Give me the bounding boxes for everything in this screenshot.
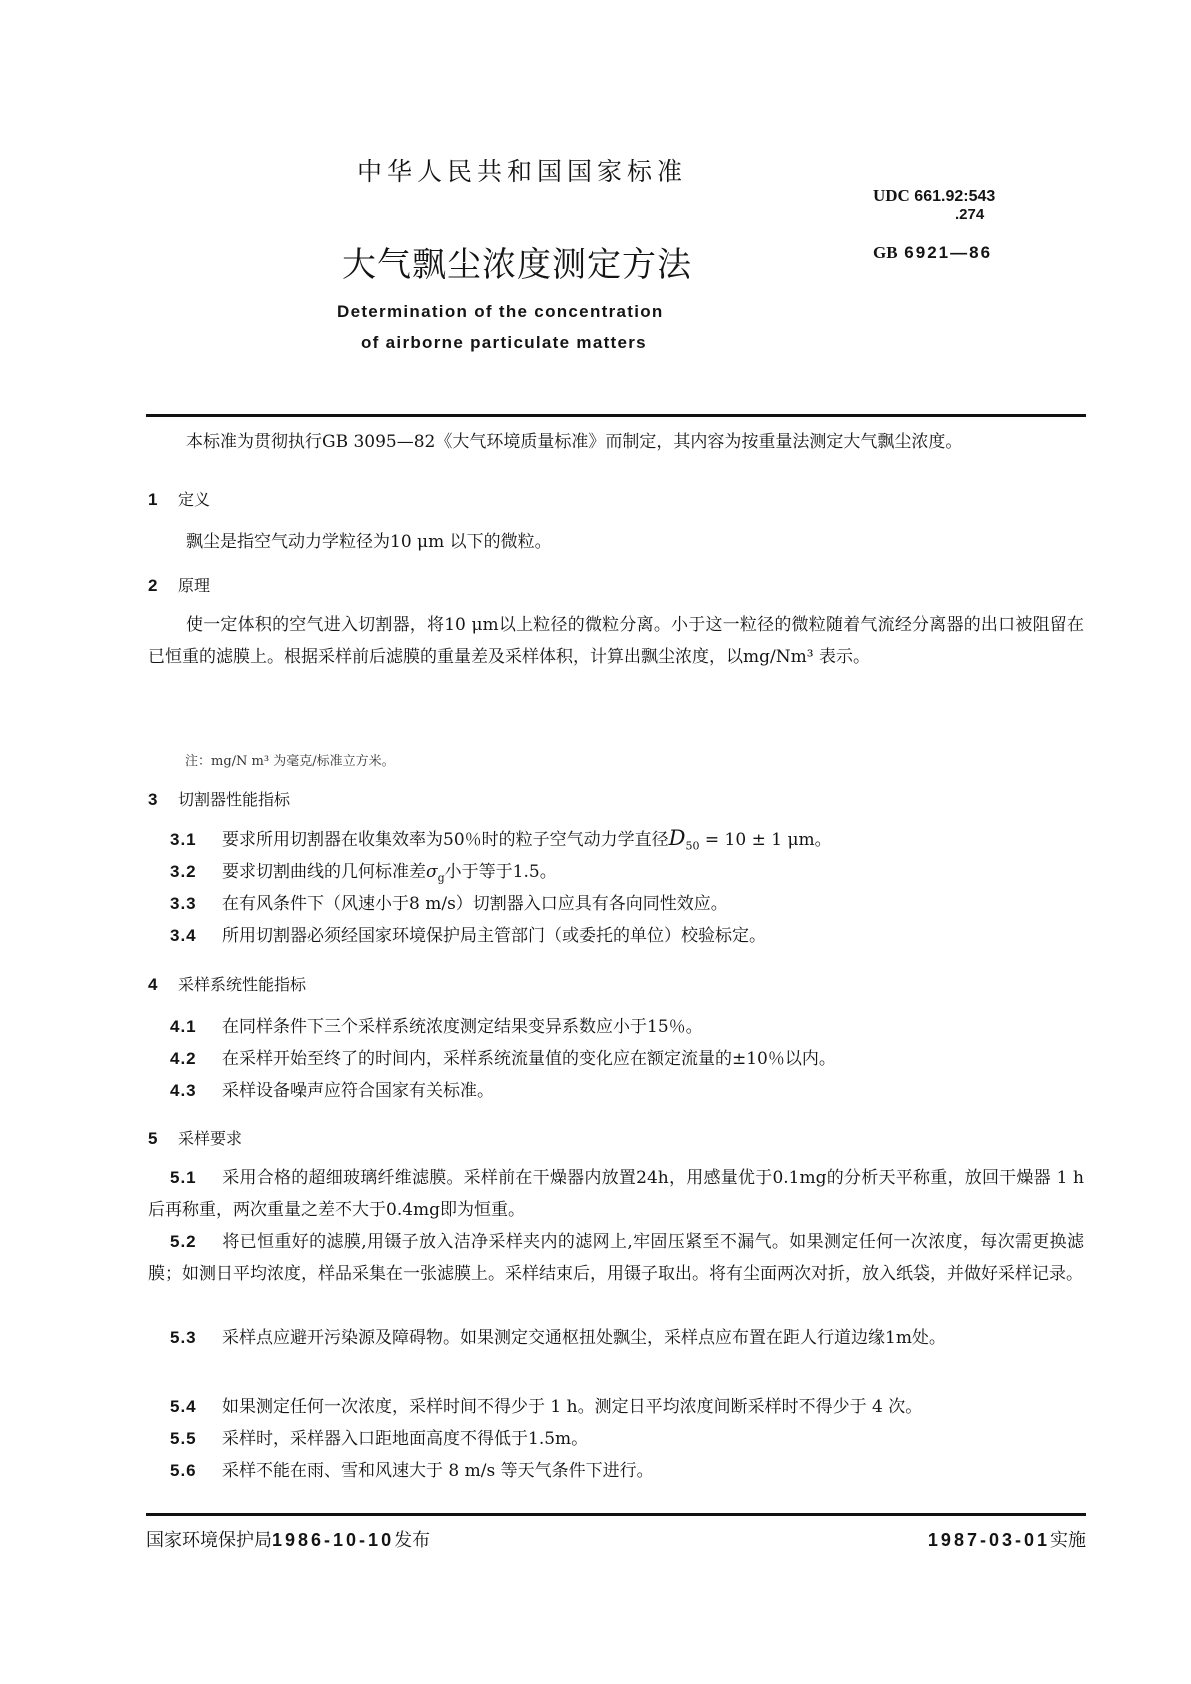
clause-4-3	[170, 1076, 494, 1101]
issue-suffix: 发布	[394, 1530, 431, 1551]
clause-3-1	[170, 825, 832, 852]
clause-text: 采样时，采样器入口距地面高度不得低于1.5m。	[222, 1429, 589, 1449]
issue-date: 1986-10-10	[272, 1530, 395, 1550]
footer-divider	[146, 1513, 1086, 1516]
gb-number: 6921—86	[904, 243, 993, 262]
clause-text: 采用合格的超细玻璃纤维滤膜。采样前在干燥器内放置24h，用感量优于0.1mg的分析天平称重，放回干燥器 1 h后再称重，两次重量之差不大于0.4mg即为恒重。	[148, 1168, 1084, 1220]
section-title: 采样系统性能指标	[178, 975, 307, 994]
header-divider	[146, 414, 1086, 417]
clause-number: 5.3	[170, 1328, 197, 1347]
section-number: 2	[148, 576, 158, 595]
section-2-note: 注：mg/N m³ 为毫克/标准立方米。	[185, 754, 395, 769]
clause-text: 采样不能在雨、雪和风速大于 8 m/s 等天气条件下进行。	[222, 1461, 654, 1481]
clause-number: 5.2	[170, 1232, 197, 1251]
effective-date: 1987-03-01	[927, 1530, 1050, 1550]
document-title-en-line2: of airborne particulate matters	[361, 333, 647, 352]
clause-number: 4.1	[170, 1017, 197, 1036]
clause-text: 要求所用切割器在收集效率为50％时的粒子空气动力学直径	[222, 830, 669, 850]
clause-text: 采样点应避开污染源及障碍物。如果测定交通枢扭处飘尘，采样点应布置在距人行道边缘1m处。	[222, 1328, 946, 1348]
clause-3-3	[170, 889, 728, 914]
section-5-heading	[148, 1126, 242, 1149]
clause-number: 5.1	[170, 1168, 197, 1187]
d50-subscript: 50	[685, 839, 700, 853]
clause-number: 4.3	[170, 1081, 197, 1100]
clause-4-1	[170, 1012, 703, 1037]
sigma-symbol: σ	[426, 862, 438, 882]
clause-text: 采样设备噪声应符合国家有关标准。	[222, 1081, 494, 1101]
clause-number: 3.3	[170, 894, 197, 913]
clause-text: 要求切割曲线的几何标准差	[222, 862, 426, 882]
section-title: 切割器性能指标	[178, 790, 291, 809]
section-number: 1	[148, 490, 158, 509]
clause-number: 5.6	[170, 1461, 197, 1480]
clause-number: 3.2	[170, 862, 197, 881]
d50-symbol: D	[668, 826, 686, 850]
clause-5-3	[148, 1322, 1084, 1354]
udc-code	[873, 186, 995, 206]
gb-standard-number	[873, 243, 992, 263]
section-number: 3	[148, 790, 158, 809]
clause-text: 在同样条件下三个采样系统浓度测定结果变异系数应小于15％。	[222, 1017, 703, 1037]
issue-info	[146, 1526, 430, 1552]
clause-number: 5.4	[170, 1397, 197, 1416]
sigma-subscript: g	[437, 871, 445, 885]
clause-text: 将已恒重好的滤膜,用镊子放入洁净采样夹内的滤网上,牢固压紧至不漏气。如果测定任何一次浓度，每次需更换滤膜；如测日平均浓度，样品采集在一张滤膜上。采样结束后，用镊子取出。将有尘面两次对折，放入纸袋，并做好采样记录。	[148, 1232, 1084, 1284]
document-title-en-line1: Determination of the concentration	[337, 302, 664, 321]
intro-paragraph: 本标准为贯彻执行GB 3095—82《大气环境质量标准》而制定，其内容为按重量法测定大气飘尘浓度。	[186, 432, 963, 452]
section-number: 5	[148, 1129, 158, 1148]
section-2-heading	[148, 573, 210, 596]
effective-suffix: 实施	[1050, 1530, 1086, 1551]
clause-text: 所用切割器必须经国家环境保护局主管部门（或委托的单位）校验标定。	[222, 926, 766, 946]
clause-text-value: = 10 ± 1 μm。	[699, 830, 832, 850]
document-title-cn: 大气飘尘浓度测定方法	[342, 245, 692, 285]
clause-text: 在有风条件下（风速小于8 m/s）切割器入口应具有各向同性效应。	[222, 894, 728, 914]
issuer: 国家环境保护局	[146, 1530, 272, 1551]
section-4-heading	[148, 972, 306, 995]
section-2-body: 使一定体积的空气进入切割器，将10 μm以上粒径的微粒分离。小于这一粒径的微粒随着气流经分离器的出口被阻留在已恒重的滤膜上。根据采样前后滤膜的重量差及采样体积，计算出飘尘浓度，以mg/Nm³ 表示。	[148, 615, 1084, 667]
udc-code-line2: .274	[955, 206, 985, 223]
clause-5-6	[170, 1456, 654, 1481]
clause-5-4	[170, 1392, 922, 1417]
clause-3-4	[170, 921, 766, 946]
clause-5-2	[148, 1226, 1084, 1290]
clause-text: 如果测定任何一次浓度，采样时间不得少于 1 h。测定日平均浓度间断采样时不得少于 4 次。	[222, 1397, 923, 1417]
section-title: 原理	[178, 576, 211, 595]
clause-3-2	[170, 857, 557, 884]
clause-text-value: 小于等于1.5。	[444, 862, 557, 882]
section-title: 采样要求	[178, 1129, 243, 1148]
clause-number: 3.4	[170, 926, 197, 945]
udc-label: UDC	[873, 186, 910, 205]
effective-info	[928, 1526, 1086, 1552]
clause-5-1	[148, 1162, 1084, 1226]
clause-5-5	[170, 1424, 588, 1449]
clause-4-2	[170, 1044, 836, 1069]
clause-number: 3.1	[170, 830, 197, 849]
section-1-heading	[148, 487, 210, 510]
udc-code-line1: 661.92:543	[914, 188, 996, 205]
gb-label: GB	[873, 243, 898, 262]
section-title: 定义	[178, 490, 211, 509]
section-number: 4	[148, 975, 158, 994]
section-1-body: 飘尘是指空气动力学粒径为10 μm 以下的微粒。	[186, 532, 552, 552]
clause-text: 在采样开始至终了的时间内，采样系统流量值的变化应在额定流量的±10％以内。	[222, 1049, 836, 1069]
section-3-heading	[148, 787, 290, 810]
clause-number: 5.5	[170, 1429, 197, 1448]
standard-type-heading: 中华人民共和国国家标准	[357, 157, 688, 186]
clause-number: 4.2	[170, 1049, 197, 1068]
